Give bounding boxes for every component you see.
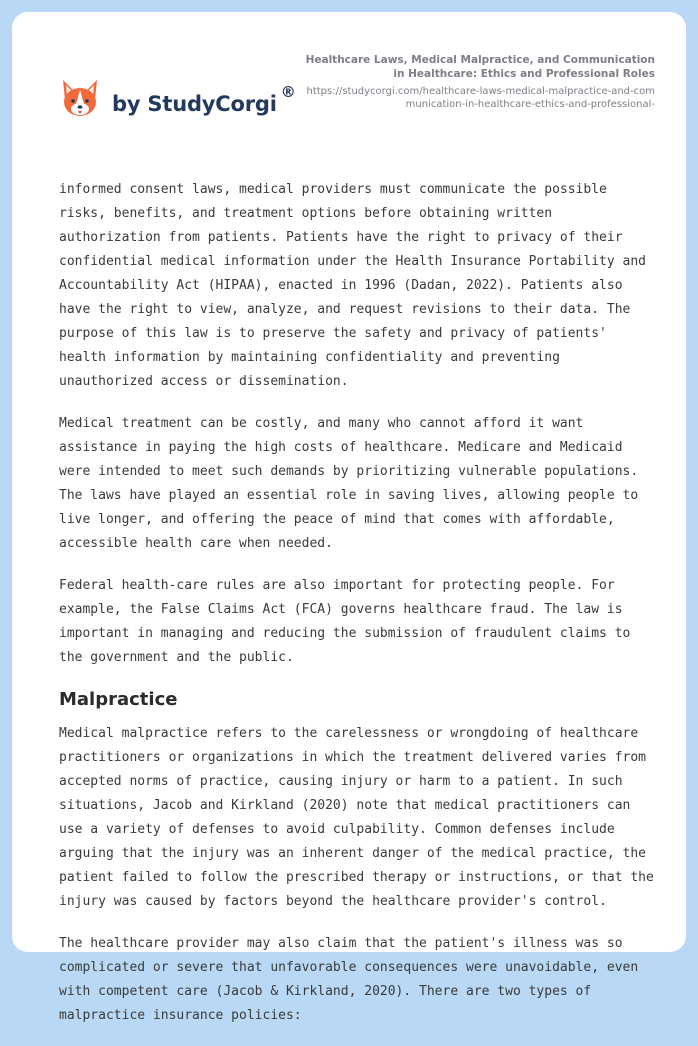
- studycorgi-logo[interactable]: [60, 76, 296, 120]
- document-page: [12, 12, 686, 1023]
- article-body: [59, 178, 659, 1046]
- paragraph: Federal health-care rules are also important for protecting people. For example, the False Claims Act (FCA) governs healthcare fraud. The law is important in managing and reducing the submission of fraudulent claims to the government and the public.: [59, 578, 631, 665]
- brand-name: by StudyCorgi ®: [112, 82, 296, 116]
- section-heading: Malpractice: [59, 689, 178, 710]
- registered-mark: ®: [280, 82, 296, 101]
- corgi-logo-icon: [60, 76, 100, 120]
- page-header: [12, 12, 686, 152]
- document-meta: [305, 53, 655, 111]
- document-title: Healthcare Laws, Medical Malpractice, and Communication in Healthcare: Ethics and Professional Roles: [305, 54, 655, 80]
- paragraph: The healthcare provider may also claim that the patient's illness was so complicated or severe that unfavorable consequences were unavoidable, even with competent care (Jacob & Kirkland, 2020). There are two types of malpractice insurance policies:: [59, 936, 639, 1023]
- paragraph: Medical malpractice refers to the carelessness or wrongdoing of healthcare practitioners or organizations in which the treatment delivered varies from accepted norms of practice, causing injury or harm to a patient. In such situations, Jacob and Kirkland (2020) note that medical practitioners can use a variety of defenses to avoid culpability. Common defenses include arguing that the injury was an inherent danger of the medical practice, the patient failed to follow the prescribed therapy or instructions, or that the injury was caused by factors beyond the healthcare provider's control.: [59, 726, 654, 909]
- document-url[interactable]: https://studycorgi.com/healthcare-laws-medical-malpractice-and-communication-in-healthcare-ethics-and-professional-: [306, 86, 655, 110]
- paragraph: informed consent laws, medical providers must communicate the possible risks, benefits, and treatment options before obtaining written authorization from patients. Patients have the right to privacy of their confidential medical information under the Health Insurance Portability and Accountability Act (HIPAA), enacted in 1996 (Dadan, 2022). Patients also have the right to view, analyze, and request revisions to their data. The purpose of this law is to preserve the safety and privacy of patients' health information by maintaining confidentiality and preventing unauthorized access or dissemination.: [59, 182, 646, 389]
- paragraph: Medical treatment can be costly, and many who cannot afford it want assistance in paying the high costs of healthcare. Medicare and Medicaid were intended to meet such demands by prioritizing vulnerable populations. The laws have played an essential role in saving lives, allowing people to live longer, and offering the peace of mind that comes with affordable, accessible health care when needed.: [59, 416, 639, 551]
